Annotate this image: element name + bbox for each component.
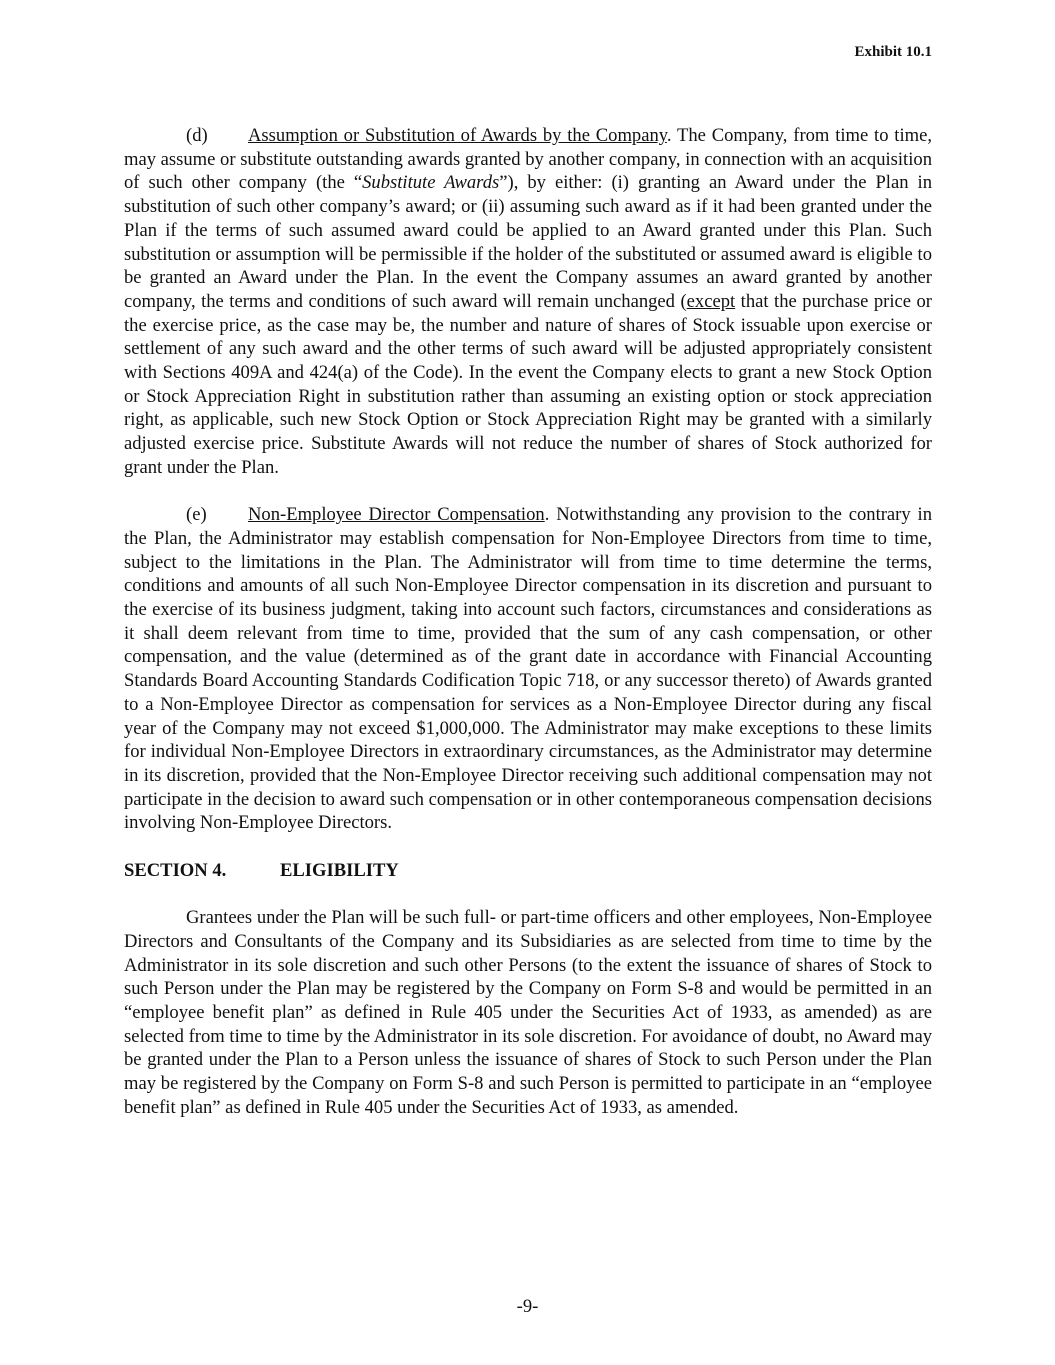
paragraph-e-text: Notwithstanding any provision to the contrary in the Plan, the Administrator may establish compensation for Non-Employee Directors from time to time, subject to the limitations in the Plan. The Administrator will from time to time determine the terms, conditions and amounts of all such Non-Employee Director compensation in its discretion and pursuant to the exercise of its business judgment, taking into account such factors, circumstances and considerations as it shall deem relevant from time to time, provided that the sum of any cash compensation, or other compensation, and the value (determined as of the grant date in accordance with Financial Accounting Standards Board Accounting Standards Codification Topic 718, or any successor thereto) of Awards granted to a Non-Employee Director as compensation for services as a Non-Employee Director during any fiscal year of the Company may not exceed $1,000,000. The Administrator may make exceptions to these limits for individual Non-Employee Directors in extraordinary circumstances, as the Administrator may determine in its discretion, provided that the Non-Employee Director receiving such additional compensation may not participate in the decision to award such compensation or in other contemporaneous compensation decisions involving Non-Employee Directors.: [124, 504, 932, 834]
section-4-paragraph: Grantees under the Plan will be such full- or part-time officers and other employees, Non-Employee Directors and Consultants of the Company and its Subsidiaries as are selected from time to time by the Administrator in its sole discretion and such other Persons (to the extent the issuance of shares of Stock to such Person under the Plan may be registered by the Company on Form S-8 and would be permitted in an “employee benefit plan” as defined in Rule 405 under the Securities Act of 1933, as amended) as are selected from time to time by the Administrator in its sole discretion. For avoidance of doubt, no Award may be granted under the Plan to a Person unless the issuance of shares of Stock to such Person under the Plan may be registered by the Company on Form S-8 and such Person is permitted to participate in an “employee benefit plan” as defined in Rule 405 under the Securities Act of 1933, as amended.: [124, 907, 932, 1118]
paragraph-e-heading-punct: .: [544, 504, 550, 526]
paragraph-d-marker: (d): [186, 125, 208, 146]
paragraph-d-heading-punct: .: [666, 125, 672, 146]
document-body: [124, 124, 932, 1143]
exhibit-label: Exhibit 10.1: [854, 44, 932, 60]
substitute-awards-term: Substitute Awards: [362, 172, 500, 194]
paragraph-d-text-1: The Company, from time to time, may assume or substitute outstanding awards granted by another company, in connection with an acquisition of such other company (the “: [124, 125, 933, 194]
paragraph-d: [124, 124, 932, 480]
except-underlined: except: [686, 290, 736, 312]
paragraph-e: [124, 503, 932, 835]
paragraph-d-heading: Assumption or Substitution of Awards by the Company: [248, 125, 667, 146]
section-4-title: ELIGIBILITY: [280, 859, 399, 881]
page-number: -9-: [516, 1296, 539, 1317]
paragraph-e-heading: Non-Employee Director Compensation: [248, 504, 545, 526]
paragraph-d-text-3: that the purchase price or the exercise price, as the case may be, the number and nature of shares of Stock issuable upon exercise or settlement of any such award and the other terms of such award will be adjusted appropriately consistent with Sections 409A and 424(a) of the Code). In the event the Company elects to grant a new Stock Option or Stock Appreciation Right in substitution rather than assuming an existing option or stock appreciation right, as applicable, such new Stock Option or Stock Appreciation Right may be granted with a similarly adjusted exercise price. Substitute Awards will not reduce the number of shares of Stock authorized for grant under the Plan.: [124, 290, 932, 478]
paragraph-e-marker: (e): [186, 504, 207, 526]
paragraph-d-text-2: ”), by either: (i) granting an Award under the Plan in substitution of such other company’s award; or (ii) assuming such award as if it had been granted under the Plan if the terms of such assumed award could be applied to an Award granted under this Plan. Such substitution or assumption will be permissible if the holder of the substituted or assumed award is eligible to be granted an Award under the Plan. In the event the Company assumes an award granted by another company, the terms and conditions of such award will remain unchanged (: [124, 172, 932, 312]
section-4-heading: [124, 859, 932, 883]
section-4-number: SECTION 4.: [124, 859, 227, 881]
